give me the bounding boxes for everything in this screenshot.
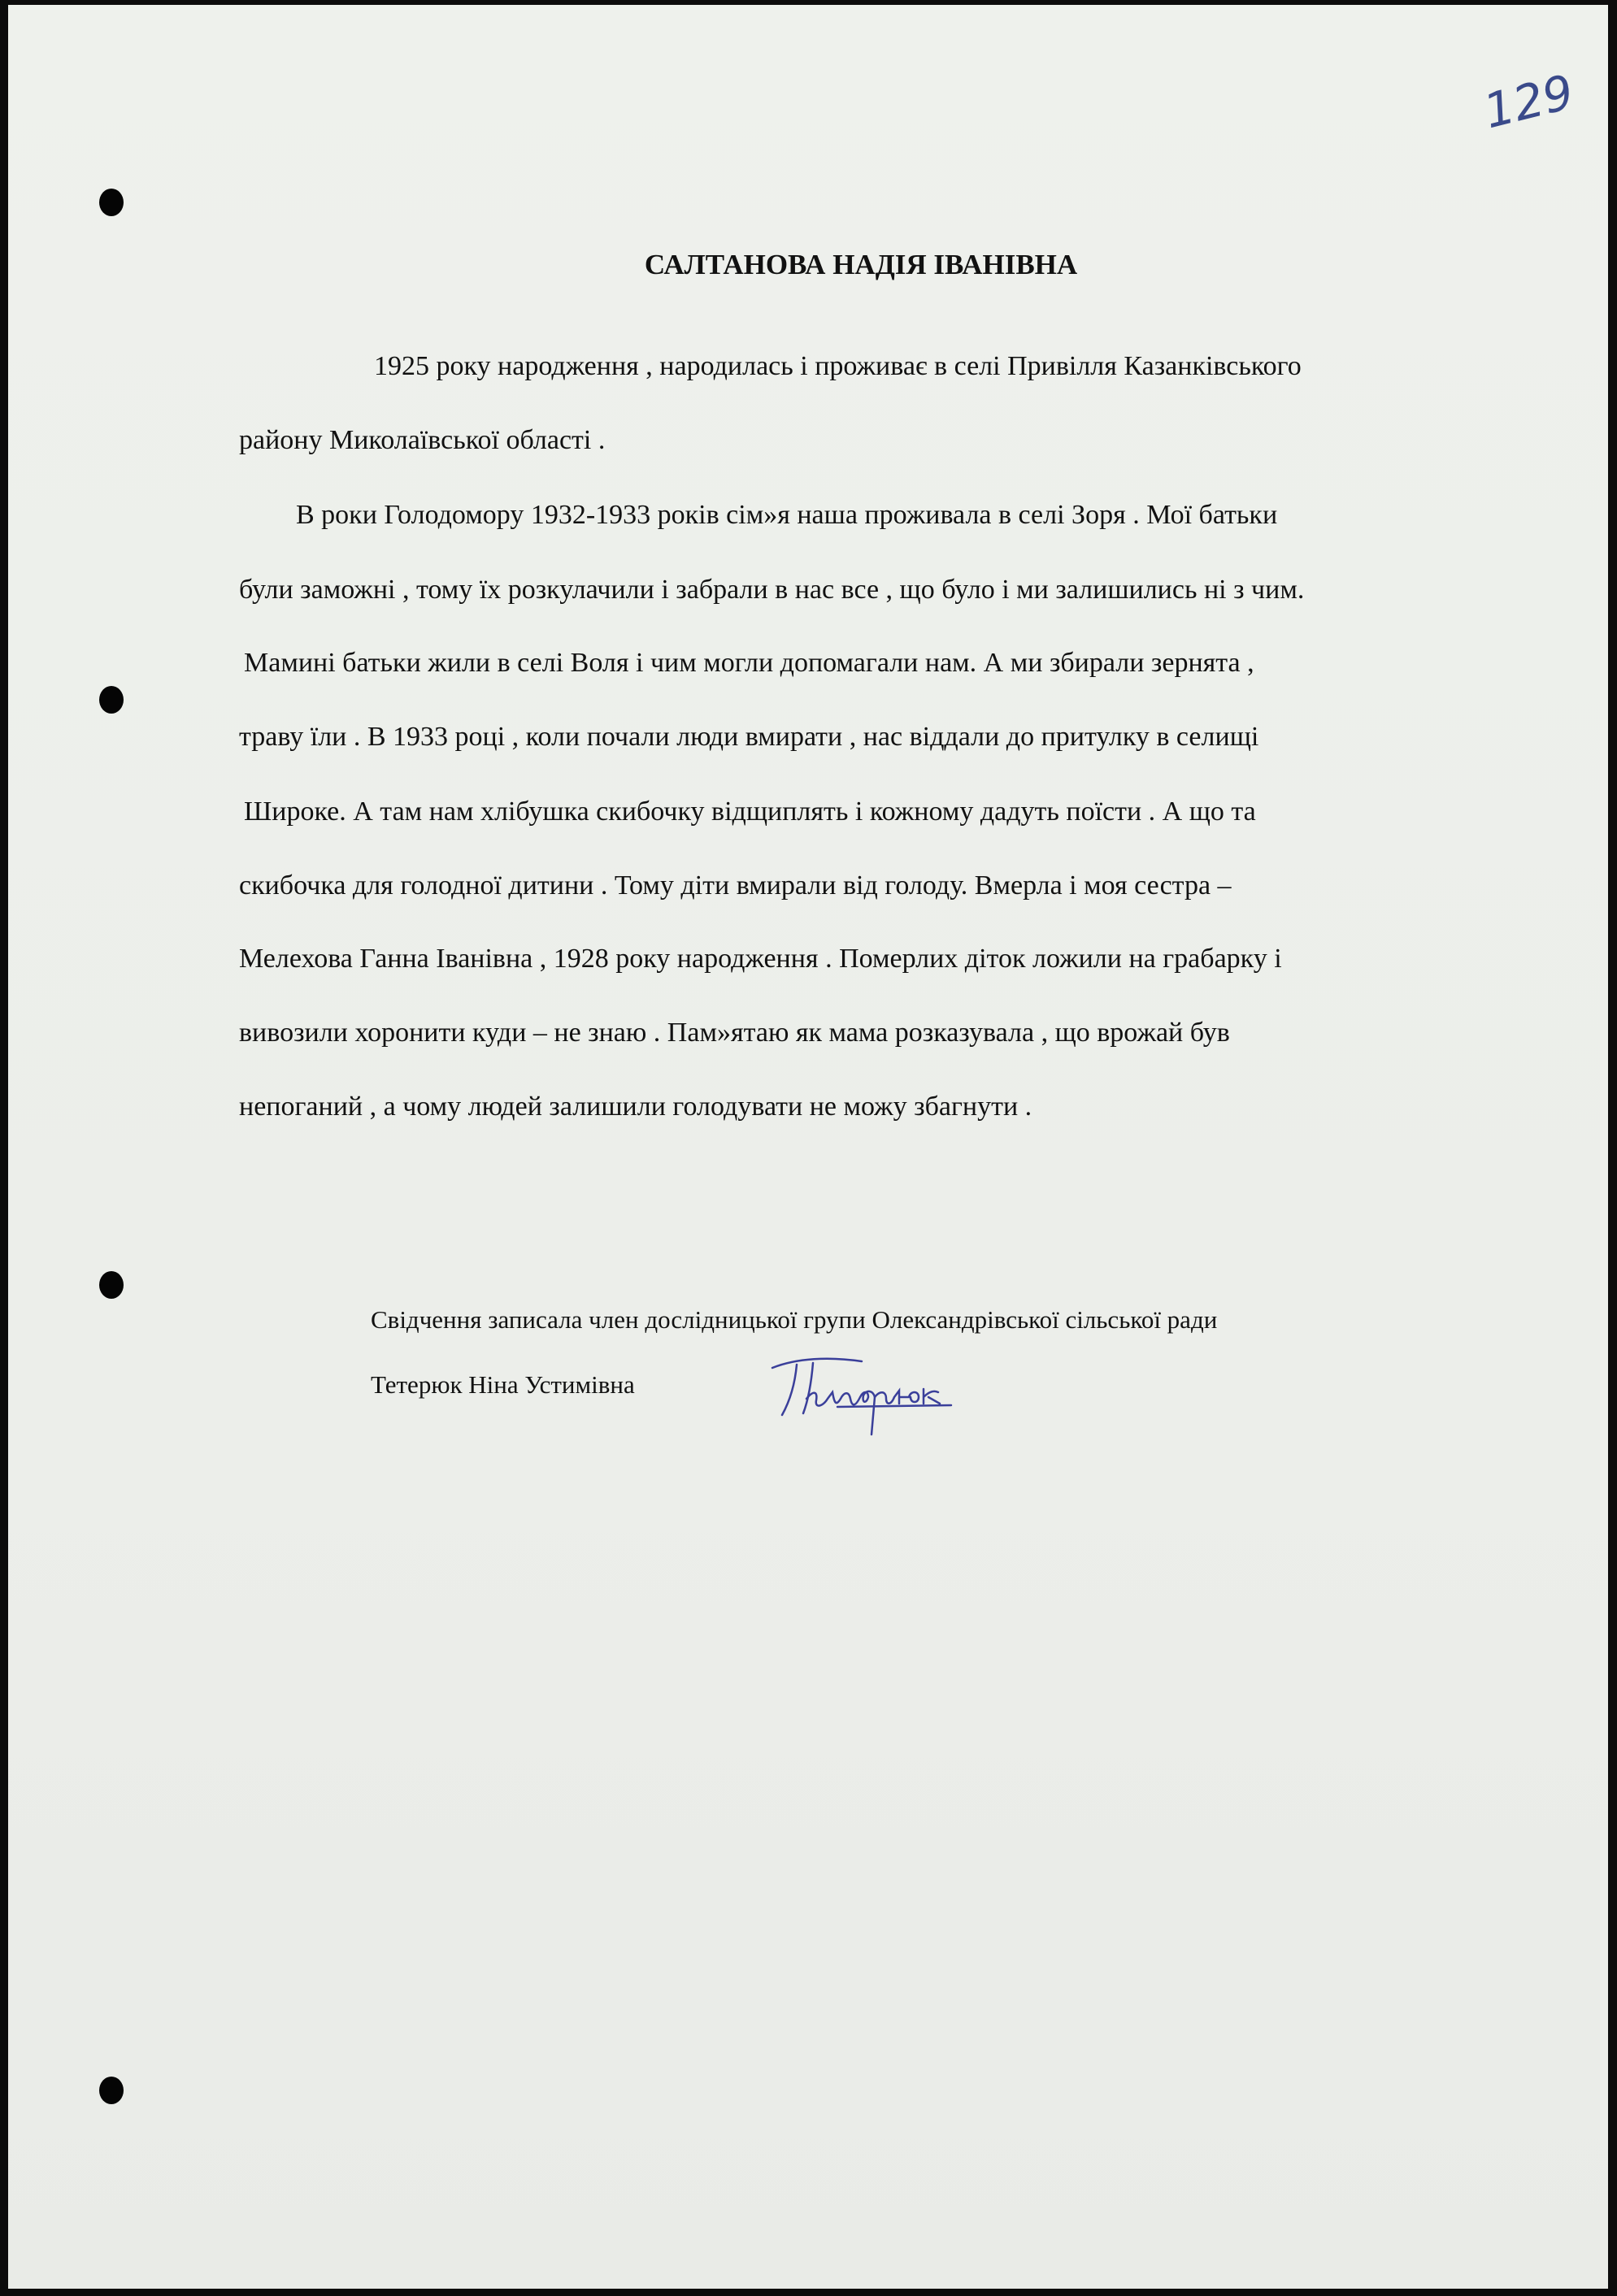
body-line: вивозили хоронити куди – не знаю . Пам»ятаю як мама розказувала , що врожай був — [239, 1018, 1230, 1048]
recorder-name: Тетерюк Ніна Устимівна — [371, 1370, 635, 1399]
body-line: були заможні , тому їх розкулачили і забрали в нас все , що було і ми залишились ні з чим. — [239, 575, 1305, 605]
body-line: Широке. А там нам хлібушка скибочку відщиплять і кожному дадуть поїсти . А що та — [244, 796, 1256, 827]
page-number: 129 — [1478, 63, 1580, 140]
body-line: 1925 року народження , народилась і проживає в селі Привілля Казанківського — [374, 351, 1302, 381]
body-line: траву їли . В 1933 році , коли почали люди вмирати , нас віддали до притулку в селищі — [239, 722, 1259, 752]
body-line: В роки Голодомору 1932-1933 років сім»я наша проживала в селі Зоря . Мої батьки — [296, 500, 1278, 530]
document-title: САЛТАНОВА НАДІЯ ІВАНІВНА — [644, 249, 1078, 280]
punch-hole — [99, 686, 124, 714]
body-line: непоганий , а чому людей залишили голодувати не можу збагнути . — [239, 1092, 1032, 1122]
signature — [764, 1350, 1008, 1439]
document-page — [8, 5, 1608, 2289]
recorder-line: Свідчення записала член дослідницької групи Олександрівської сільської ради — [371, 1305, 1218, 1334]
punch-hole — [99, 2077, 124, 2104]
punch-hole — [99, 189, 124, 216]
punch-hole — [99, 1271, 124, 1299]
body-line: району Миколаївської області . — [239, 425, 606, 455]
body-line: Мелехова Ганна Іванівна , 1928 року народження . Померлих діток ложили на грабарку і — [239, 944, 1282, 974]
body-line: скибочка для голодної дитини . Тому діти вмирали від голоду. Вмерла і моя сестра – — [239, 870, 1232, 901]
body-line: Мамині батьки жили в селі Воля і чим могли допомагали нам. А ми збирали зернята , — [244, 648, 1254, 678]
